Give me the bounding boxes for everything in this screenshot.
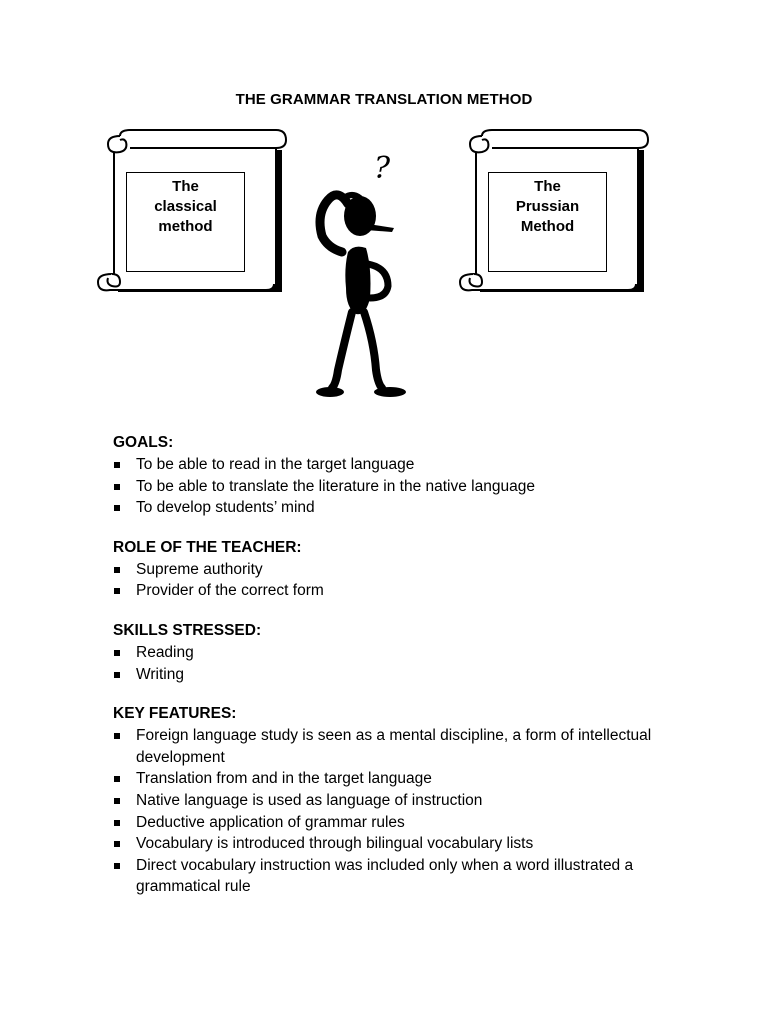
bullet-icon (114, 588, 120, 594)
bullet-icon (114, 863, 120, 869)
bullet-icon (114, 462, 120, 468)
list-item (113, 768, 673, 790)
section-heading: ROLE OF THE TEACHER: (113, 538, 302, 556)
list-item-text: Writing (136, 665, 184, 683)
list-item (113, 454, 673, 476)
goals-list (113, 454, 673, 519)
content (113, 432, 673, 916)
page-title: THE GRAMMAR TRANSLATION METHOD (235, 91, 533, 108)
list-item-text: Supreme authority (136, 560, 263, 578)
bullet-icon (114, 776, 120, 782)
bullet-icon (114, 733, 120, 739)
bullet-icon (114, 505, 120, 511)
list-item-text: Direct vocabulary instruction was included only when a word illustrated a grammatical rule (136, 856, 634, 896)
list-item-text: Vocabulary is introduced through bilingual vocabulary lists (136, 835, 534, 853)
list-item-text: To develop students’ mind (136, 499, 315, 517)
list-item (113, 642, 673, 664)
list-item (113, 833, 673, 855)
list-item (113, 725, 673, 768)
list-item (113, 476, 673, 498)
bullet-icon (114, 820, 120, 826)
skills-section (113, 620, 673, 685)
list-item (113, 580, 673, 602)
right-scroll-box (488, 172, 607, 272)
bullet-icon (114, 484, 120, 490)
goals-section (113, 432, 673, 519)
right-scroll-icon (452, 128, 652, 298)
illustration (80, 128, 660, 398)
left-scroll-icon (90, 128, 290, 298)
list-item-text: Translation from and in the target language (136, 770, 432, 788)
role-list (113, 559, 673, 602)
list-item (113, 559, 673, 581)
bullet-icon (114, 841, 120, 847)
bullet-icon (114, 672, 120, 678)
bullet-icon (114, 798, 120, 804)
role-section (113, 537, 673, 602)
section-heading: GOALS: (113, 434, 174, 451)
left-scroll-label: The classical method (154, 178, 217, 235)
list-item (113, 855, 673, 898)
list-item-text: Native language is used as language of instruction (136, 791, 483, 809)
list-item-text: To be able to translate the literature in the native language (136, 477, 535, 495)
section-heading: SKILLS STRESSED: (113, 621, 262, 639)
right-scroll-label: The Prussian Method (515, 178, 580, 235)
list-item-text: Deductive application of grammar rules (136, 813, 405, 831)
list-item-text: Reading (136, 643, 194, 661)
left-scroll-box (126, 172, 245, 272)
skills-list (113, 642, 673, 685)
list-item (113, 812, 673, 834)
bullet-icon (114, 650, 120, 656)
question-mark-icon: ? (374, 151, 391, 186)
features-section (113, 703, 673, 898)
figure (308, 148, 418, 398)
confused-thinking-stick-figure-icon (308, 148, 418, 398)
list-item (113, 497, 673, 519)
list-item-text: Foreign language study is seen as a mental discipline, a form of intellectual development (136, 727, 652, 766)
features-list (113, 725, 673, 898)
bullet-icon (114, 567, 120, 573)
list-item-text: To be able to read in the target language (136, 456, 415, 473)
list-item (113, 664, 673, 686)
list-item-text: Provider of the correct form (136, 582, 324, 600)
list-item (113, 790, 673, 812)
section-heading: KEY FEATURES: (113, 705, 237, 723)
